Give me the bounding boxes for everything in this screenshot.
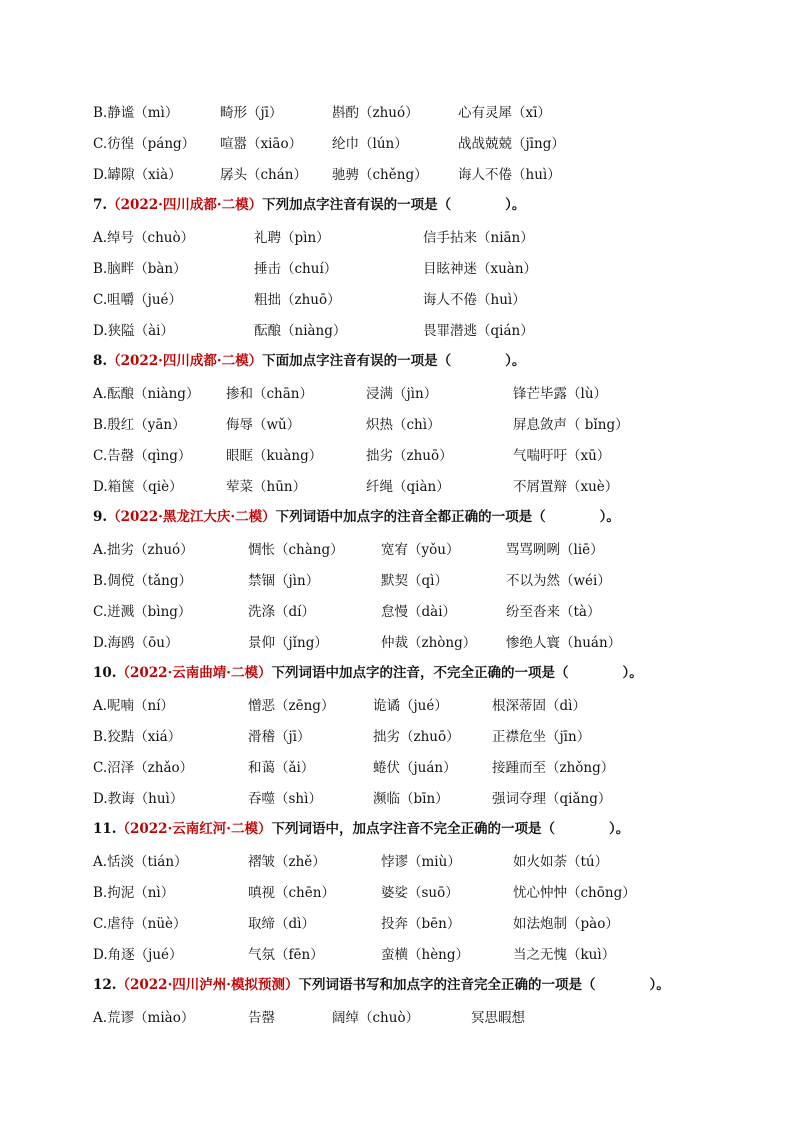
option-row <box>0 415 794 435</box>
option-a: C.告罄（qìng） <box>93 448 192 464</box>
option-c: 默契（qì） <box>381 573 448 589</box>
question-number: 9. <box>93 509 108 525</box>
option-d: 不以为然（wéi） <box>506 573 611 589</box>
option-c: 拙劣（zhuō） <box>373 729 460 745</box>
question-9-heading <box>93 506 773 528</box>
option-b: 滑稽（jī） <box>248 729 311 745</box>
option-b: 喧嚣（xiāo） <box>220 136 303 152</box>
option-a: A.呢喃（ní） <box>93 698 175 714</box>
option-row <box>0 883 794 903</box>
option-row <box>0 914 794 934</box>
option-b: 酝酿（niàng） <box>254 323 347 339</box>
option-row <box>0 134 794 154</box>
option-a: D.狭隘（ài） <box>93 323 174 339</box>
option-row <box>0 727 794 747</box>
option-row <box>0 758 794 778</box>
option-b: 憎恶（zēng） <box>248 698 335 714</box>
option-c: 纶巾（lún） <box>332 136 408 152</box>
option-row <box>0 540 794 560</box>
option-row <box>0 477 794 497</box>
option-d: 如火如荼（tú） <box>513 854 609 870</box>
option-c: 阔绰（chuò） <box>332 1010 420 1026</box>
option-b: 嗔视（chēn） <box>248 885 335 901</box>
option-row <box>0 1008 794 1028</box>
option-a: A.拙劣（zhuó） <box>93 542 194 558</box>
option-c: 目眩神迷（xuàn） <box>423 261 538 277</box>
question-number: 12. <box>93 977 117 993</box>
option-c: 蜷伏（juán） <box>373 760 457 776</box>
option-row <box>0 228 794 248</box>
option-a: A.绰号（chuò） <box>93 230 195 246</box>
option-b: 取缔（dì） <box>248 916 315 932</box>
option-row <box>0 290 794 310</box>
option-a: B.拘泥（nì） <box>93 885 175 901</box>
option-a: B.静谧（mì） <box>93 105 179 121</box>
option-row <box>0 165 794 185</box>
question-12-heading <box>93 974 773 996</box>
option-a: D.海鸥（ōu） <box>93 635 179 651</box>
option-row <box>0 384 794 404</box>
question-stem: 下列加点字注音有误的一项是（ ）。 <box>262 197 526 213</box>
option-b: 眼眶（kuàng） <box>226 448 323 464</box>
option-b: 气氛（fēn） <box>248 947 324 963</box>
option-c: 仲裁（zhòng） <box>381 635 477 651</box>
option-b: 捶击（chuí） <box>254 261 338 277</box>
option-row <box>0 852 794 872</box>
option-a: B.狡黠（xiá） <box>93 729 182 745</box>
option-d: 屏息敛声（ bǐng） <box>513 417 629 433</box>
option-d: 接踵而至（zhǒng） <box>492 760 615 776</box>
option-a: C.咀嚼（jué） <box>93 292 183 308</box>
option-b: 褶皱（zhě） <box>248 854 326 870</box>
option-a: D.罅隙（xià） <box>93 167 182 183</box>
option-b: 荤菜（hūn） <box>226 479 307 495</box>
option-row <box>0 633 794 653</box>
question-number: 11. <box>93 821 117 837</box>
option-row <box>0 103 794 123</box>
option-c: 宽宥（yǒu） <box>381 542 460 558</box>
option-c: 驰骋（chěng） <box>332 167 428 183</box>
option-d: 不屑置辩（xuè） <box>513 479 619 495</box>
option-a: D.教诲（huì） <box>93 791 184 807</box>
option-c: 斟酌（zhuó） <box>332 105 419 121</box>
option-b: 景仰（jǐng） <box>248 635 328 651</box>
option-c: 诲人不倦（huì） <box>423 292 526 308</box>
option-c: 炽热（chì） <box>366 417 441 433</box>
option-b: 掺和（chān） <box>226 386 313 402</box>
question-stem: 下列词语中加点字的注音，不完全正确的一项是（ ）。 <box>271 665 643 681</box>
question-stem: 下列词语中加点字的注音全都正确的一项是（ ）。 <box>275 509 620 525</box>
option-row <box>0 571 794 591</box>
option-row <box>0 696 794 716</box>
option-d: 心有灵犀（xī） <box>458 105 551 121</box>
option-c: 投奔（bēn） <box>381 916 461 932</box>
option-a: B.脑畔（bàn） <box>93 261 187 277</box>
question-source: （2022·云南红河·二模） <box>116 821 272 837</box>
option-d: 气喘吁吁（xū） <box>513 448 611 464</box>
question-source: （2022·四川泸州·模拟预测） <box>116 977 299 993</box>
question-number: 7. <box>93 197 108 213</box>
option-c: 拙劣（zhuō） <box>366 448 453 464</box>
option-d: 骂骂咧咧（liē） <box>506 542 604 558</box>
option-d: 如法炮制（pào） <box>513 916 619 932</box>
option-row <box>0 789 794 809</box>
option-c: 婆娑（suō） <box>381 885 459 901</box>
question-source: （2022·四川成都·二模） <box>107 197 263 213</box>
option-d: 冥思暇想 <box>471 1010 525 1026</box>
question-number: 10. <box>93 665 117 681</box>
question-number: 8. <box>93 353 108 369</box>
option-c: 怠慢（dài） <box>381 604 457 620</box>
option-b: 洗涤（dí） <box>248 604 315 620</box>
option-a: C.迸溅（bìng） <box>93 604 192 620</box>
option-c: 悖谬（miù） <box>381 854 461 870</box>
option-b: 惆怅（chàng） <box>248 542 344 558</box>
option-b: 畸形（jī） <box>220 105 283 121</box>
option-row <box>0 602 794 622</box>
option-a: A.恬淡（tián） <box>93 854 188 870</box>
option-a: C.虐待（nüè） <box>93 916 187 932</box>
question-7-heading <box>93 194 773 216</box>
option-b: 粗拙（zhuō） <box>254 292 341 308</box>
option-c: 濒临（bīn） <box>373 791 449 807</box>
option-d: 忧心忡忡（chōng） <box>513 885 636 901</box>
option-d: 正襟危坐（jīn） <box>492 729 591 745</box>
question-source: （2022·四川成都·二模） <box>107 353 263 369</box>
option-c: 畏罪潜逃（qián） <box>423 323 534 339</box>
question-stem: 下列词语中，加点字注音不完全正确的一项是（ ）。 <box>271 821 630 837</box>
question-8-heading <box>93 350 773 372</box>
option-b: 孱头（chán） <box>220 167 307 183</box>
option-a: D.箱箧（qiè） <box>93 479 183 495</box>
option-row <box>0 446 794 466</box>
option-row <box>0 259 794 279</box>
option-row <box>0 945 794 965</box>
option-b: 侮辱（wǔ） <box>226 417 301 433</box>
option-d: 当之无愧（kuì） <box>513 947 616 963</box>
question-source: （2022·黑龙江大庆·二模） <box>107 509 276 525</box>
option-a: B.殷红（yān） <box>93 417 186 433</box>
question-stem: 下列词语书写和加点字的注音完全正确的一项是（ ）。 <box>298 977 670 993</box>
option-c: 诡谲（jué） <box>373 698 448 714</box>
option-a: A.酝酿（niàng） <box>93 386 200 402</box>
option-c: 纤绳（qiàn） <box>366 479 450 495</box>
option-d: 锋芒毕露（lù） <box>513 386 608 402</box>
option-b: 礼聘（pìn） <box>254 230 330 246</box>
option-a: B.倜傥（tǎng） <box>93 573 193 589</box>
option-c: 信手拈来（niān） <box>423 230 534 246</box>
option-b: 吞噬（shì） <box>248 791 322 807</box>
option-d: 强词夺理（qiǎng） <box>492 791 612 807</box>
option-d: 诲人不倦（huì） <box>458 167 561 183</box>
question-source: （2022·云南曲靖·二模） <box>116 665 272 681</box>
option-c: 浸满（jìn） <box>366 386 438 402</box>
option-b: 禁锢（jìn） <box>248 573 320 589</box>
option-d: 惨绝人寰（huán） <box>506 635 622 651</box>
option-row <box>0 321 794 341</box>
option-d: 纷至沓来（tà） <box>506 604 601 620</box>
option-a: C.彷徨（páng） <box>93 136 196 152</box>
question-11-heading <box>93 818 773 840</box>
option-d: 战战兢兢（jīng） <box>458 136 565 152</box>
question-stem: 下面加点字注音有误的一项是（ ）。 <box>262 353 526 369</box>
question-10-heading <box>93 662 773 684</box>
option-d: 根深蒂固（dì） <box>492 698 586 714</box>
option-b: 告罄 <box>248 1010 275 1026</box>
option-b: 和蔼（ǎi） <box>248 760 315 776</box>
option-c: 蛮横（hèng） <box>381 947 470 963</box>
option-a: A.荒谬（miào） <box>93 1010 195 1026</box>
option-a: D.角逐（jué） <box>93 947 183 963</box>
option-a: C.沼泽（zhǎo） <box>93 760 194 776</box>
